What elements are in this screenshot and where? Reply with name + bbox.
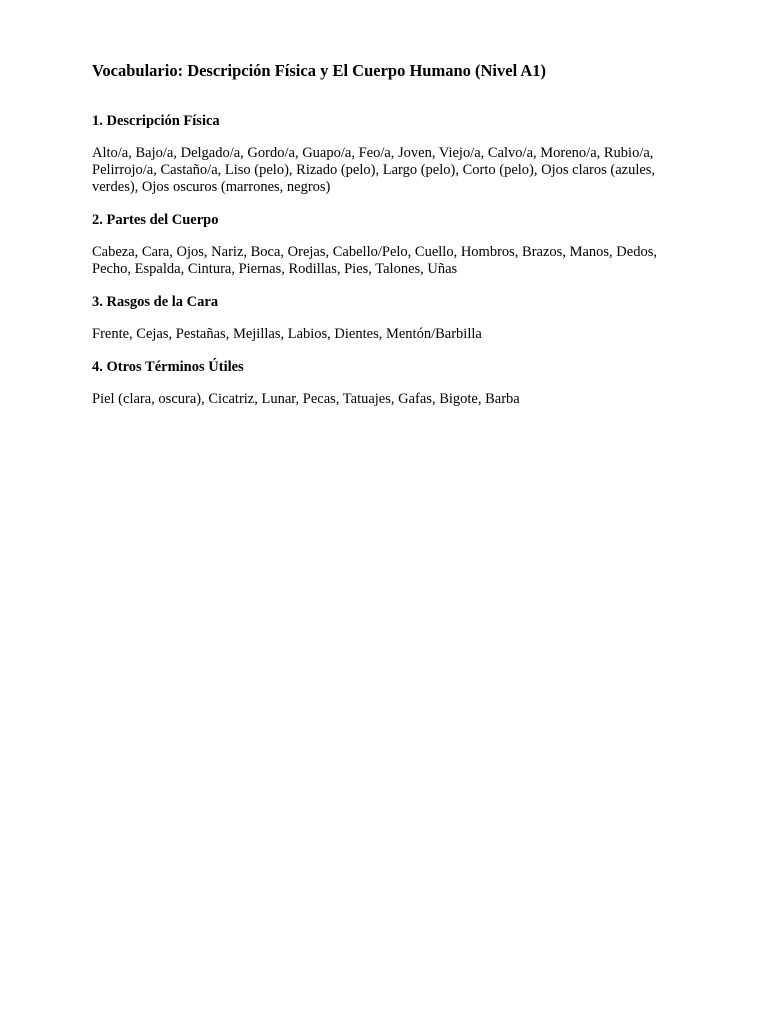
section-body: Frente, Cejas, Pestañas, Mejillas, Labios, Dientes, Mentón/Barbilla xyxy=(92,326,482,342)
section-physical-description xyxy=(92,113,682,196)
section-other-terms xyxy=(92,359,682,408)
section-face-features xyxy=(92,294,682,343)
section-body-parts xyxy=(92,212,682,278)
section-heading: 2. Partes del Cuerpo xyxy=(92,212,219,228)
section-body: Cabeza, Cara, Ojos, Nariz, Boca, Orejas, Cabello/Pelo, Cuello, Hombros, Brazos, Manos, Dedos, Pecho, Espalda, Cintura, Piernas, Rodillas, Pies, Talones, Uñas xyxy=(92,244,657,277)
section-heading: 3. Rasgos de la Cara xyxy=(92,294,219,310)
section-body: Alto/a, Bajo/a, Delgado/a, Gordo/a, Guapo/a, Feo/a, Joven, Viejo/a, Calvo/a, Moreno/a, Rubio/a, Pelirrojo/a, Castaño/a, Liso (pelo), Rizado (pelo), Largo (pelo), Corto (pelo), Ojos claros (azules, verdes), Ojos oscuros (marrones, negros) xyxy=(92,145,656,195)
section-heading: 4. Otros Términos Útiles xyxy=(92,359,244,375)
document-sections xyxy=(92,113,682,408)
section-body: Piel (clara, oscura), Cicatriz, Lunar, Pecas, Tatuajes, Gafas, Bigote, Barba xyxy=(92,391,520,407)
section-heading: 1. Descripción Física xyxy=(92,113,220,129)
document-page xyxy=(92,60,682,424)
document-title: Vocabulario: Descripción Física y El Cuerpo Humano (Nivel A1) xyxy=(92,61,547,80)
